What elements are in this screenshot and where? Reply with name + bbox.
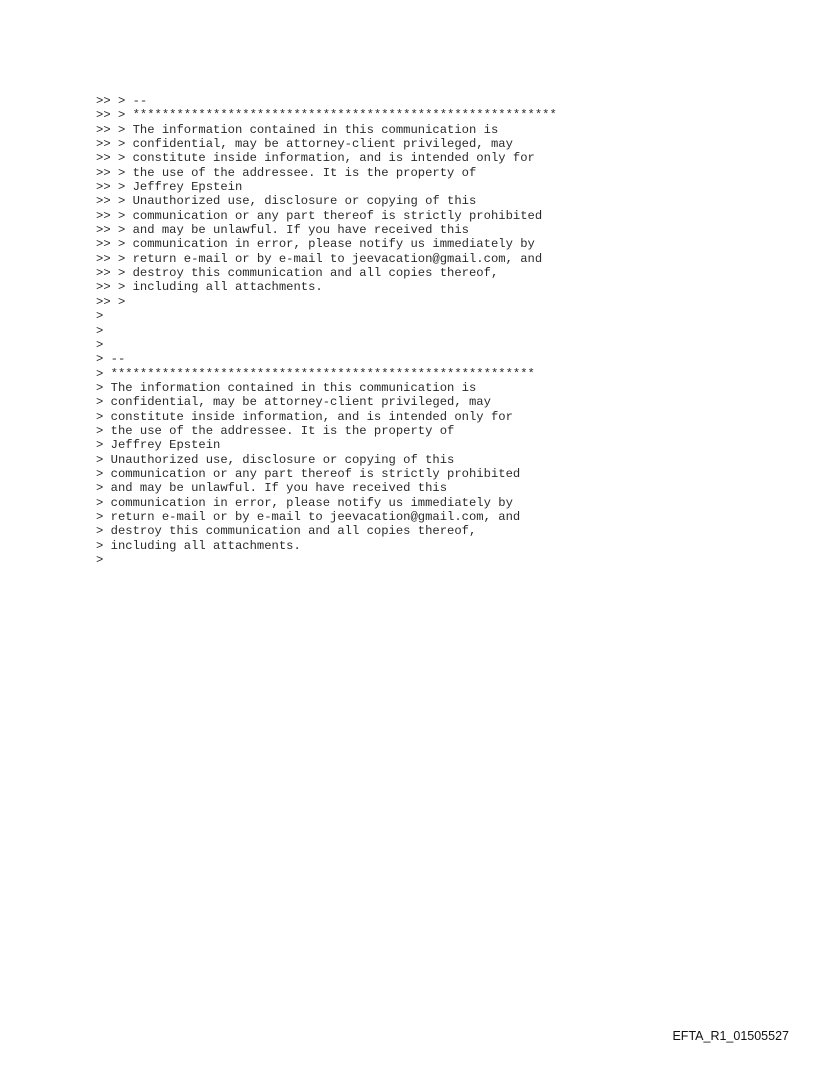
text-line: > Unauthorized use, disclosure or copying of this <box>96 452 455 467</box>
text-line: > Jeffrey Epstein <box>96 438 221 453</box>
text-line: >> > destroy this communication and all copies thereof, <box>96 266 499 281</box>
text-line: >> > constitute inside information, and is intended only for <box>96 151 535 166</box>
text-line: >> > return e-mail or by e-mail to jeevacation@gmail.com, and <box>96 251 543 266</box>
text-line: >> > Unauthorized use, disclosure or copying of this <box>96 194 477 209</box>
text-line: > confidential, may be attorney-client privileged, may <box>96 395 491 410</box>
text-line: >> > communication or any part thereof is strictly prohibited <box>96 208 543 223</box>
text-line: >> > ********************************************************** <box>96 108 557 123</box>
text-line: >> > -- <box>96 94 148 108</box>
text-line: >> > Jeffrey Epstein <box>96 180 243 195</box>
text-line: > <box>96 553 104 567</box>
text-line: > including all attachments. <box>96 538 301 553</box>
text-line: > and may be unlawful. If you have received this <box>96 481 448 496</box>
text-line: > communication in error, please notify us immediately by <box>96 495 513 510</box>
text-line: > ********************************************************** <box>96 366 535 381</box>
text-line: > the use of the addressee. It is the property of <box>96 423 455 438</box>
text-line: > communication or any part thereof is strictly prohibited <box>96 466 521 481</box>
text-line: > return e-mail or by e-mail to jeevacation@gmail.com, and <box>96 509 521 524</box>
text-line: >> > including all attachments. <box>96 280 323 295</box>
text-line: > The information contained in this communication is <box>96 380 477 395</box>
text-line: >> > the use of the addressee. It is the property of <box>96 165 477 180</box>
text-line: > destroy this communication and all copies thereof, <box>96 524 477 539</box>
document-id-label: EFTA_R1_01505527 <box>672 1029 789 1043</box>
text-line: > constitute inside information, and is intended only for <box>96 409 513 424</box>
text-line: > <box>96 337 104 352</box>
text-line: >> > and may be unlawful. If you have received this <box>96 223 469 238</box>
text-line: > <box>96 323 104 338</box>
text-line: >> > The information contained in this communication is <box>96 122 499 137</box>
text-line: >> > communication in error, please notify us immediately by <box>96 237 535 252</box>
text-line: >> > <box>96 294 126 309</box>
text-line: >> > confidential, may be attorney-client privileged, may <box>96 137 513 152</box>
email-quoted-text <box>96 94 796 567</box>
text-line: > <box>96 309 104 324</box>
text-line: > -- <box>96 352 126 367</box>
